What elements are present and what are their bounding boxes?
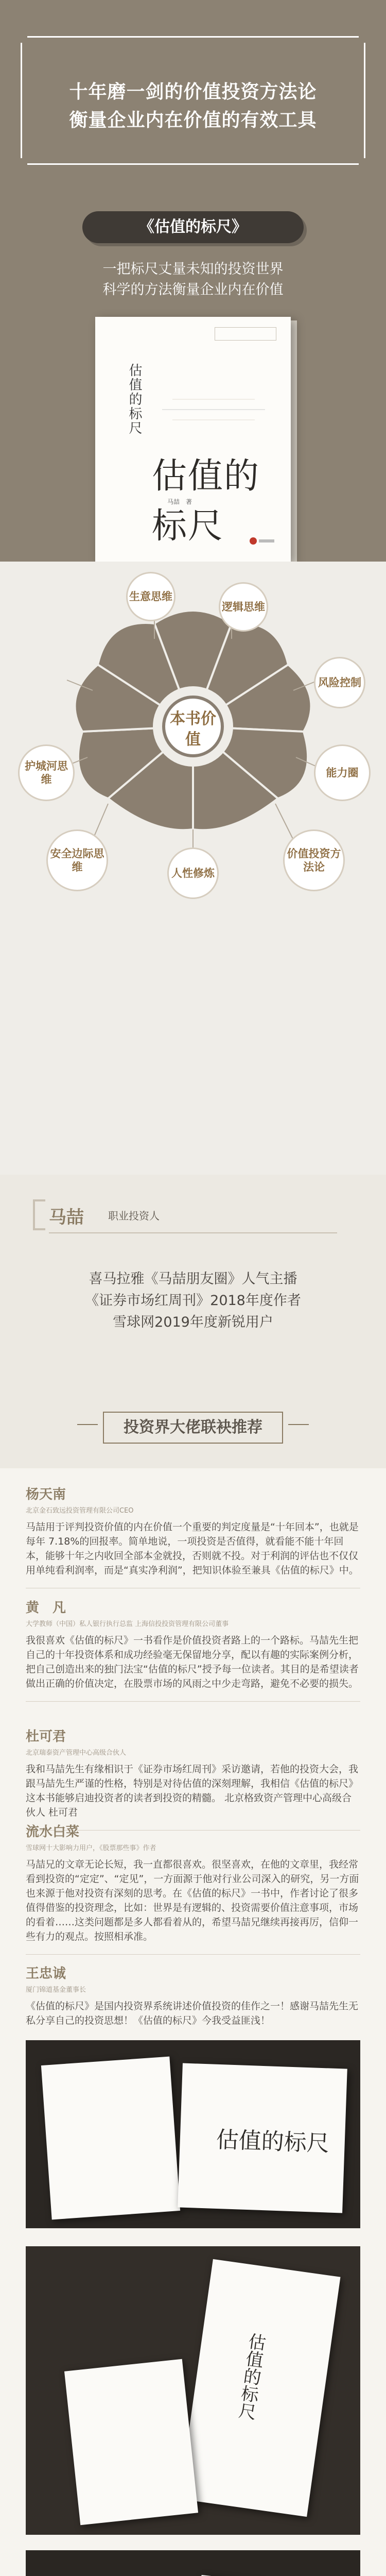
author-role: 职业投资人	[108, 1210, 160, 1222]
endorser-name: 黄 凡	[26, 1600, 66, 1616]
endorser-title: 北京瑞泰资产管理中心高级合伙人	[26, 1749, 127, 1757]
hero-banner	[0, 0, 386, 562]
endorser-title: 雪球网十大影响力用户，《股票那些事》作者	[26, 1844, 156, 1852]
endorser-name: 杜可君	[26, 1729, 66, 1744]
author-bio-line: 喜马拉雅《马喆朋友圈》人气主播	[89, 1271, 297, 1287]
author-bracket-icon	[31, 1199, 46, 1230]
divider	[26, 1954, 360, 1955]
hero-subtitle-line2: 科学的方法衡量企业内在价值	[102, 282, 284, 298]
endorsement-card	[26, 1821, 360, 1955]
node-security: 安全边际思维	[46, 829, 108, 891]
node-risk: 风险控制	[314, 657, 365, 708]
photo-book-title: 估值的标尺	[234, 2331, 267, 2421]
cover-title: 估值的标尺	[152, 456, 260, 547]
endorsement-card	[26, 1484, 360, 1588]
publisher-logo-icon	[250, 536, 275, 546]
hero-title-line1: 十年磨一剑的价值投资方法论	[69, 81, 317, 103]
divider	[49, 1232, 337, 1233]
product-photo	[26, 2550, 360, 2576]
divider	[26, 1701, 360, 1702]
book-name-pill: 《估值的标尺》	[82, 211, 304, 243]
node-human: 人性修炼	[167, 848, 219, 899]
endorsement-header	[0, 1396, 386, 1468]
endorser-title: 大学教师（中国）私人银行执行总监 上海信投投资管理有限公司董事	[26, 1620, 229, 1628]
node-life: 生意思维	[126, 572, 176, 621]
product-photo	[26, 2040, 360, 2228]
endorsement-text: 马喆用于评判投资价值的内在价值一个重要的判定度量是“十年回本”，也就是每年 7.18%的回报率。简单地说，一项投资是否值得，就看能不能十年回本，能够十年之内收回全部本金就投，否则就不投。对于利润的评估也不仅仅用单纯看利润率，而是“真实净利润”，把知识体验至兼具《估值的标尺》中。	[26, 1521, 359, 1576]
endorsement-text: 我很喜欢《估值的标尺》一书看作是价值投资者路上的一个路标。马喆先生把自己的十年投资体系和成功经验毫无保留地分享，配以有趣的实际案例分析，把自己创造出来的独门法宝“估值的标尺”授予每一位读者。其目的是希望读者做出正确的价值决定，在股票市场的风雨之中少走弯路，避免不必要的损失。	[26, 1635, 359, 1689]
author-section	[0, 1175, 386, 1396]
endorsement-list	[0, 1468, 386, 2030]
cover-rule-illustration	[162, 379, 265, 440]
product-photo	[26, 2246, 360, 2535]
cover-vertical-title: 估值的标尺	[127, 363, 142, 435]
value-mindmap	[0, 562, 386, 1175]
book-cover	[95, 317, 291, 562]
endorsement-card	[26, 1597, 360, 1702]
node-moat: 护城河思维	[18, 744, 75, 801]
cover-author: 马喆 著	[167, 498, 192, 505]
author-name: 马喆	[49, 1207, 84, 1228]
hero-title-line2: 衡量企业内在价值的有效工具	[69, 110, 317, 131]
endorsement-text: 马喆兄的文章无论长短，我一直都很喜欢。很坚喜欢，在他的文章里，我经常看到投资的“定定”、“定见”，一方面源于他对行业公司深入的研究，另一方面也来源于他对投资有深刻的思考。在《估值的标尺》一书中，作者讨论了很多值得借鉴的投资理念，比如：世界是有逻辑的、投资需要价值注意事项，市场的看着……这类问题都是多人都看着从的，希望马喆兄继续再接再厉，信仰一些有力的观点。按照相承准。	[26, 1859, 359, 1942]
endorsement-card	[26, 1963, 360, 2028]
photo-book-title: 估值的标尺	[215, 2126, 330, 2157]
author-bio-line: 《证券市场红周刊》2018年度作者	[85, 1293, 301, 1309]
endorsement-text: 《估值的标尺》是国内投资界系统讲述价值投资的佳作之一！感谢马喆先生无私分享自己的投资思想！《估值的标尺》今我受益匪浅！	[26, 2001, 359, 2026]
endorser-name: 杨天南	[26, 1487, 66, 1502]
endorser-title: 厦门锦道基金董事长	[26, 1986, 86, 1994]
endorsement-title: 投资界大佬联袂推荐	[103, 1412, 283, 1444]
author-bio-line: 雪球网2019年度新锐用户	[113, 1314, 273, 1330]
node-ability: 能力圈	[314, 744, 371, 801]
hero-subtitle-line1: 一把标尺丈量未知的投资世界	[102, 261, 284, 277]
endorser-name: 王忠诚	[26, 1966, 66, 1981]
product-photos	[0, 2030, 386, 2576]
endorsement-card	[26, 1726, 360, 1831]
center-value: 本书价值	[162, 696, 224, 757]
node-price: 价值投资方法论	[283, 829, 345, 891]
endorsement-text: 我和马喆先生有缘相识于《证券市场红周刊》采访邀请，若他的投资大会，我跟马喆先生严谨的性格，特别是对待估值的深刻理解，我相信《估值的标尺》这本书能够启迪投资者的读者到投资的精髓。 北京格致资产管理中心高级合伙人 杜可君	[26, 1764, 359, 1818]
node-logic: 逻辑思维	[219, 582, 268, 632]
endorser-title: 北京金石致远投资管理有限公司CEO	[26, 1507, 134, 1515]
endorser-name: 流水白菜	[26, 1824, 80, 1840]
cover-badge	[215, 327, 276, 341]
